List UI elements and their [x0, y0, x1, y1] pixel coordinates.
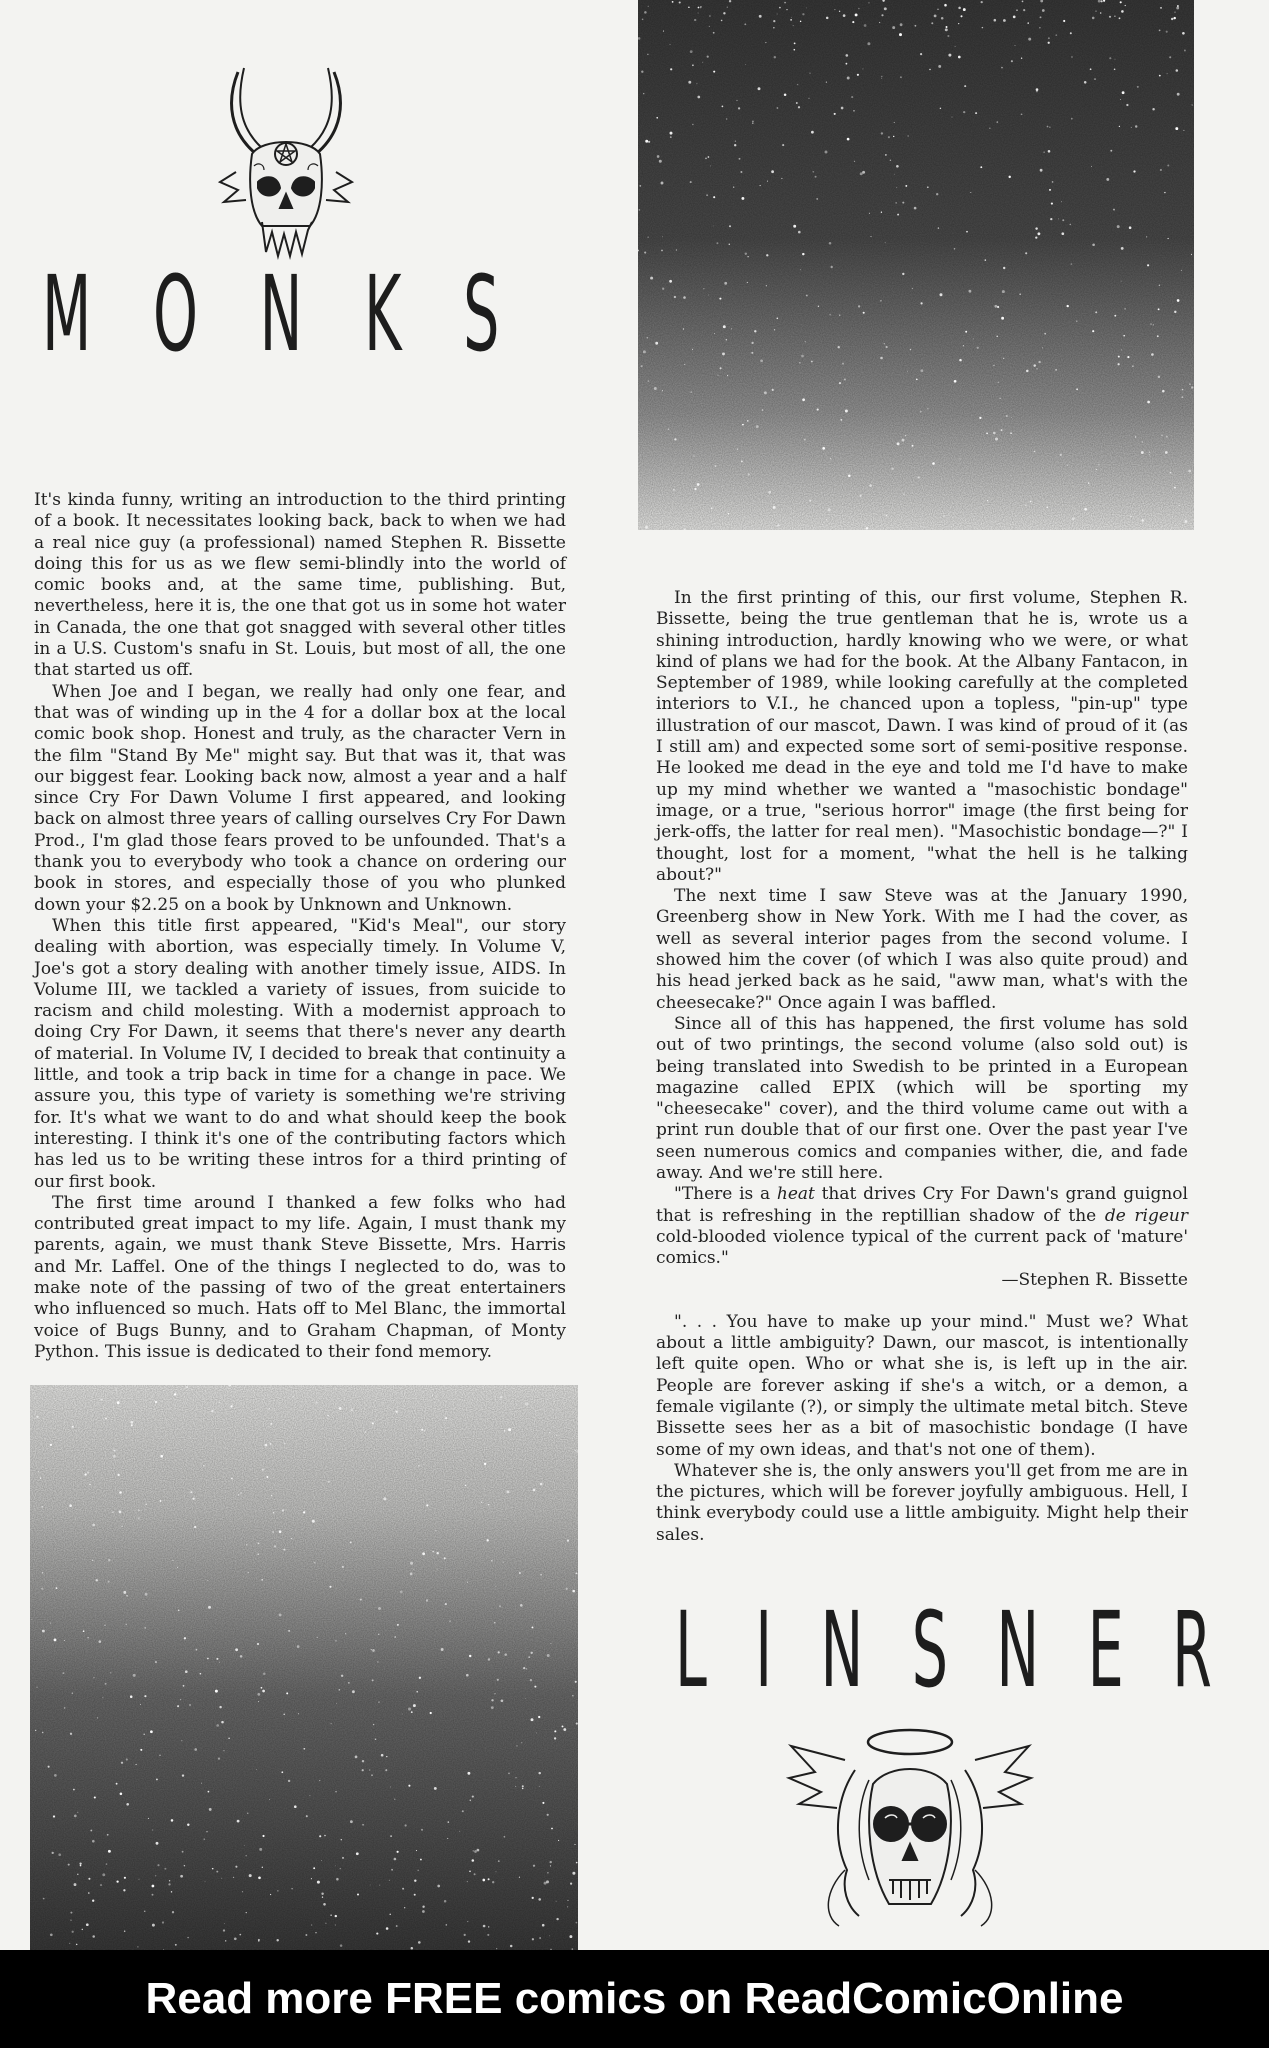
- read-more-banner[interactable]: Read more FREE comics on ReadComicOnline: [0, 1950, 1269, 2048]
- linsner-paragraph-5: ". . . You have to make up your mind." Must we? What about a little ambiguity? Dawn, our mascot, is intentionally left quite open. Who or what she is, is left up in the air. People are forever asking if she's a witch, or a demon, a female vigilante (?), or simply the ultimate metal bitch. Steve Bissette sees her as a bit of masochistic bondage (I have some of my own ideas, and that's not one of them).: [656, 1311, 1188, 1460]
- intro-paragraph-4: The first time around I thanked a few folks who had contributed great impact to my life. Again, I must thank my parents, again, we must thank Steve Bissette, Mrs. Harris and Mr. Laffel. One of the things I neglected to do, was to make note of the passing of two of the great entertainers who influenced so much. Hats off to Mel Blanc, the immortal voice of Bugs Bunny, and to Graham Chapman, of Monty Python. This issue is dedicated to their fond memory.: [34, 1192, 566, 1362]
- quote-text-start: "There is a: [674, 1184, 777, 1205]
- right-text-column: [656, 588, 1188, 1546]
- bissette-quote: [656, 1184, 1188, 1269]
- linsner-paragraph-3: Since all of this has happened, the first volume has sold out of two printings, the second volume (also sold out) is being translated into Swedish to be printed in a European magazine called EPIX (which will be sporting my "cheesecake" cover), and the third volume came out with a print run double that of our first one. Over the past year I've seen numerous comics and companies wither, die, and fade away. And we're still here.: [656, 1013, 1188, 1184]
- linsner-title: LINSNER: [675, 1589, 1261, 1711]
- intro-paragraph-2: When Joe and I began, we really had only one fear, and that was of winding up in the 4 for a dollar box at the local comic book shop. Honest and truly, as the character Vern in the film "Stand By Me" might say. But that was it, that was our biggest fear. Looking back now, almost a year and a half since Cry For Dawn Volume I first appeared, and looking back on almost three years of calling ourselves Cry For Dawn Prod., I'm glad those fears proved to be unfounded. That's a thank you to everybody who took a chance on ordering our book in stores, and especially those of you who plunked down your $2.25 on a book by Unknown and Unknown.: [34, 681, 566, 915]
- monks-title: MONKS: [42, 253, 561, 375]
- linsner-paragraph-1: In the first printing of this, our first volume, Stephen R. Bissette, being the true gentleman that he is, wrote us a shining introduction, hardly knowing who we were, or what kind of plans we had for the book. At the Albany Fantacon, in September of 1989, while looking carefully at the completed interiors to V.I., he chanced upon a topless, "pin-up" type illustration of our mascot, Dawn. I was kind of proud of it (as I still am) and expected some sort of semi-positive response. He looked me dead in the eye and told me I'd have to make up my mind whether we wanted a "masochistic bondage" image, or a true, "serious horror" image (the first being for jerk-offs, the latter for real men). "Masochistic bondage—?" I thought, lost for a moment, "what the hell is he talking about?": [656, 588, 1188, 885]
- quote-italic-heat: heat: [776, 1184, 815, 1205]
- starfield-panel-bottom: [30, 1385, 578, 1950]
- winged-skull-icon: [785, 1720, 1035, 1930]
- linsner-paragraph-2: The next time I saw Steve was at the January 1990, Greenberg show in New York. With me I had the cover, as well as several interior pages from the second volume. I showed him the cover (of which I was also quite proud) and his head jerked back as he said, "aww man, what's with the cheesecake?" Once again I was baffled.: [656, 886, 1188, 1013]
- left-text-column: [34, 490, 566, 1363]
- intro-paragraph-3: When this title first appeared, "Kid's Meal", our story dealing with abortion, was especially timely. In Volume V, Joe's got a story dealing with another timely issue, AIDS. In Volume III, we tackled a variety of issues, from suicide to racism and child molesting. With a modernist approach to doing Cry For Dawn, it seems that there's never any dearth of material. In Volume IV, I decided to break that continuity a little, and took a trip back in time for a change in pace. We assure you, this type of variety is something we're striving for. It's what we want to do and what should keep the book interesting. I think it's one of the contributing factors which has led us to be writing these intros for a third printing of our first book.: [34, 915, 566, 1192]
- starfield-panel-top: [638, 0, 1194, 530]
- intro-paragraph-1: It's kinda funny, writing an introduction to the third printing of a book. It necessitates looking back, back to when we had a real nice guy (a professional) named Stephen R. Bissette doing this for us as we flew semi-blindly into the world of comic books and, at the same time, publishing. But, nevertheless, here it is, the one that got us in some hot water in Canada, the one that got snagged with several other titles in a U.S. Custom's snafu in St. Louis, but most of all, the one that started us off.: [34, 490, 566, 681]
- quote-attribution: —Stephen R. Bissette: [1001, 1269, 1188, 1290]
- quote-text-middle: that drives Cry For Dawn's grand guignol that is refreshing in the reptillian shadow of the: [656, 1184, 1188, 1226]
- horned-skull-icon: [218, 62, 354, 260]
- quote-text-end: cold-blooded violence typical of the current pack of 'mature' comics.": [656, 1226, 1188, 1269]
- quote-italic-de-rigeur: de rigeur: [1104, 1205, 1188, 1226]
- linsner-paragraph-6: Whatever she is, the only answers you'll get from me are in the pictures, which will be forever joyfully ambiguous. Hell, I think everybody could use a little ambiguity. Might help their sales.: [656, 1460, 1188, 1545]
